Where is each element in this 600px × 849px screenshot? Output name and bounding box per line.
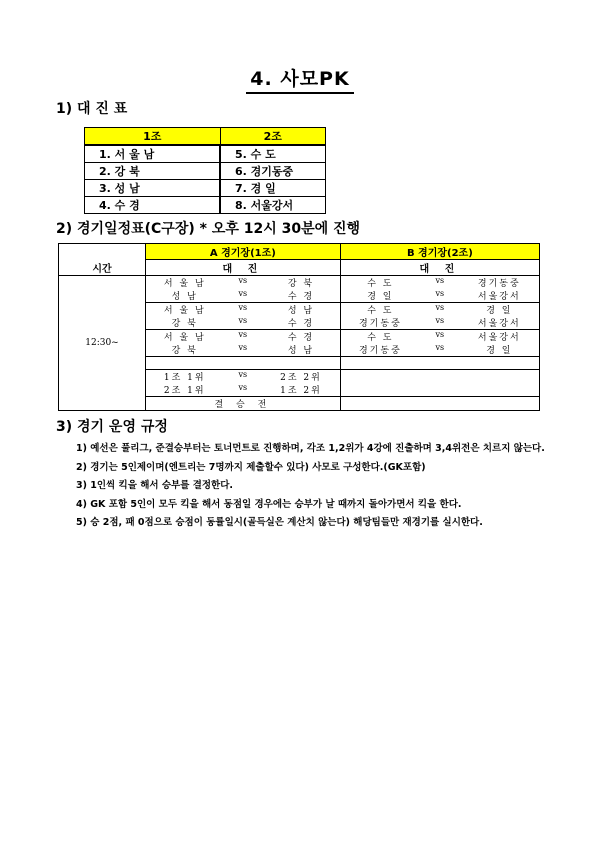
team-home: 수 도 xyxy=(367,333,394,343)
rule-item: 5) 승 2점, 패 0점으로 승점이 동률일시(골득실은 계산치 않는다) 해당팀들만 재경기를 실시한다. xyxy=(76,517,483,528)
team-home: 강 북 xyxy=(171,346,198,356)
team-home: 수 도 xyxy=(367,306,394,316)
group-2-team: 8. 서울강서 xyxy=(220,197,326,214)
team-away: 서울강서 xyxy=(477,292,521,302)
field-b-empty-row xyxy=(340,357,539,370)
vs-label: vs xyxy=(238,343,248,352)
field-a-subheader: 대 진 xyxy=(146,260,341,276)
page-title: 4. 사모PK xyxy=(0,64,600,91)
team-away: 2조 2위 xyxy=(280,373,322,383)
vs-label: vs xyxy=(238,276,248,285)
vs-label: vs xyxy=(238,370,248,379)
field-b-empty-row xyxy=(340,397,539,411)
group-1-team: 4. 수 경 xyxy=(85,197,221,214)
final-match: 결 승 전 xyxy=(146,397,341,411)
team-home: 경 일 xyxy=(367,292,394,302)
team-home: 서 울 남 xyxy=(163,333,206,343)
group-1-header: 1조 xyxy=(85,128,221,146)
team-away: 서울강서 xyxy=(477,333,521,343)
match-time: 12:30~ xyxy=(59,276,146,411)
team-away: 성 남 xyxy=(287,306,315,316)
vs-label: vs xyxy=(238,303,248,312)
team-away: 수 경 xyxy=(287,319,315,329)
vs-label: vs xyxy=(435,289,445,298)
field-a-match xyxy=(146,303,341,317)
team-away: 경 일 xyxy=(486,346,513,356)
group-2-team: 7. 경 일 xyxy=(220,180,326,197)
field-b-empty-row xyxy=(340,383,539,397)
semifinal-match xyxy=(146,370,341,384)
team-home: 1조 1위 xyxy=(163,373,206,383)
vs-label: vs xyxy=(435,276,445,285)
rules-list xyxy=(76,440,586,533)
vs-label: vs xyxy=(238,330,248,339)
team-home: 수 도 xyxy=(367,279,394,289)
vs-label: vs xyxy=(238,289,248,298)
team-home: 2조 1위 xyxy=(163,386,206,396)
group-table xyxy=(84,127,326,214)
team-away: 1조 2위 xyxy=(280,386,322,396)
field-a-empty-row xyxy=(146,357,341,370)
field-b-match xyxy=(340,303,539,317)
field-a-match xyxy=(146,289,341,303)
team-home: 경기동중 xyxy=(358,319,402,329)
team-home: 경기동중 xyxy=(358,346,402,356)
schedule-table xyxy=(58,243,540,411)
vs-label: vs xyxy=(435,303,445,312)
field-b-match xyxy=(340,330,539,344)
vs-label: vs xyxy=(238,316,248,325)
rule-item: 1) 예선은 풀리그, 준결승부터는 토너먼트로 진행하며, 각조 1,2위가 4강에 진출하며 3,4위전은 치르지 않는다. xyxy=(76,443,545,454)
vs-label: vs xyxy=(435,330,445,339)
field-a-header: A 경기장(1조) xyxy=(146,244,341,260)
field-b-empty-row xyxy=(340,370,539,384)
field-a-match xyxy=(146,276,341,290)
group-2-team: 5. 수 도 xyxy=(220,145,326,163)
field-b-match xyxy=(340,289,539,303)
field-b-match xyxy=(340,276,539,290)
vs-label: vs xyxy=(435,343,445,352)
group-1-team: 3. 성 남 xyxy=(85,180,221,197)
group-1-team: 1. 서 울 남 xyxy=(85,145,221,163)
team-away: 수 경 xyxy=(287,292,315,302)
vs-label: vs xyxy=(435,316,445,325)
team-home: 서 울 남 xyxy=(163,279,206,289)
field-a-match xyxy=(146,330,341,344)
rule-item: 3) 1인씩 킥을 해서 승부를 결정한다. xyxy=(76,480,234,491)
field-b-subheader: 대 진 xyxy=(340,260,539,276)
team-home: 서 울 남 xyxy=(163,306,206,316)
vs-label: vs xyxy=(238,383,248,392)
team-away: 서울강서 xyxy=(477,319,521,329)
team-away: 수 경 xyxy=(287,333,315,343)
field-b-match xyxy=(340,343,539,357)
team-home: 성 남 xyxy=(171,292,198,302)
group-2-header: 2조 xyxy=(220,128,326,146)
rule-item: 2) 경기는 5인제이며(엔트리는 7명까지 제출할수 있다) 사모로 구성한다.(GK포함) xyxy=(76,461,426,473)
time-header: 시간 xyxy=(59,260,146,276)
semifinal-match xyxy=(146,383,341,397)
field-a-match xyxy=(146,316,341,330)
team-away: 경기동중 xyxy=(477,279,521,289)
rule-item: 4) GK 포함 5인이 모두 킥을 해서 동점일 경우에는 승부가 날 때까지 돌아가면서 킥을 한다. xyxy=(76,498,462,510)
group-1-team: 2. 강 북 xyxy=(85,163,221,180)
group-2-team: 6. 경기동중 xyxy=(220,163,326,180)
team-home: 강 북 xyxy=(171,319,198,329)
team-away: 성 남 xyxy=(287,346,315,356)
field-a-match xyxy=(146,343,341,357)
team-away: 강 북 xyxy=(287,279,315,289)
time-header-spacer xyxy=(59,244,146,260)
field-b-match xyxy=(340,316,539,330)
section-1-heading: 1) 대 진 표 xyxy=(56,101,128,117)
section-3-heading: 3) 경기 운영 규정 xyxy=(56,419,168,435)
team-away: 경 일 xyxy=(486,306,513,316)
section-2-heading: 2) 경기일정표(C구장) * 오후 12시 30분에 진행 xyxy=(56,221,361,237)
field-b-header: B 경기장(2조) xyxy=(340,244,539,260)
